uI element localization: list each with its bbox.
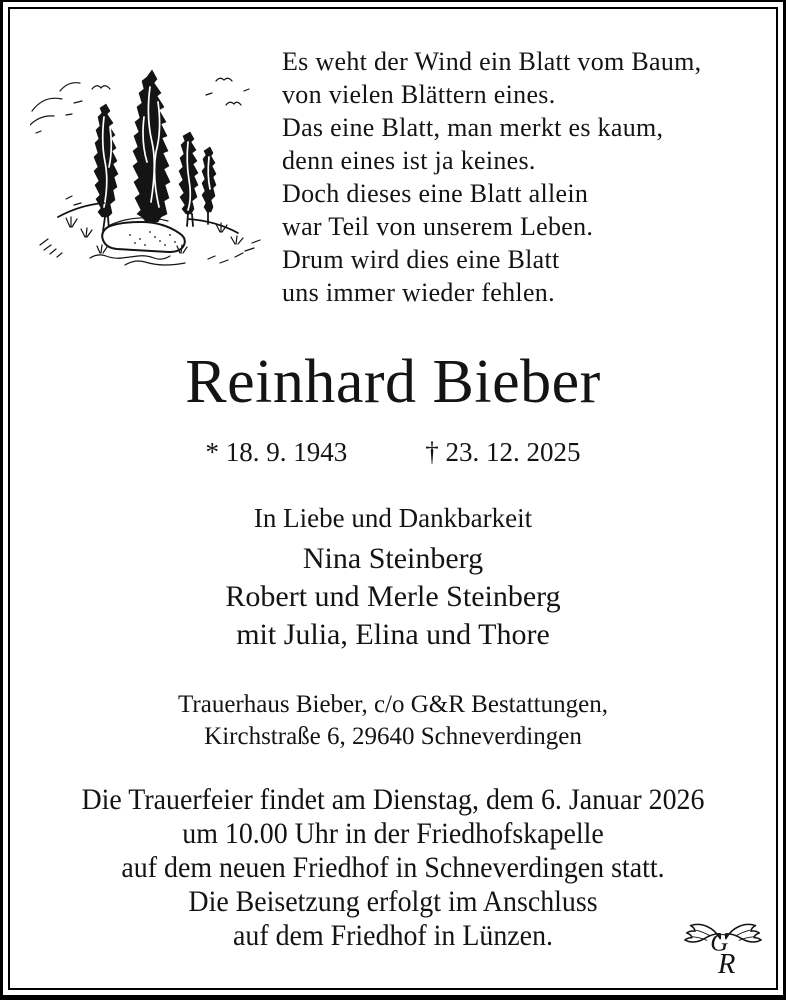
service-line: um 10.00 Uhr in der Friedhofskapelle: [182, 817, 604, 850]
mourner-line: mit Julia, Elina und Thore: [236, 618, 550, 651]
rock-icon: [102, 222, 185, 252]
mound-line-icon: [58, 203, 104, 217]
mourner-line: Nina Steinberg: [302, 542, 484, 575]
funeral-home-address: [10, 689, 776, 753]
tribute-line: In Liebe und Dankbarkeit: [253, 503, 533, 533]
cloud-line-icon: [32, 98, 62, 111]
death-date: † 23. 12. 2025: [425, 437, 581, 467]
monogram-letter-r: R: [717, 947, 736, 980]
bird-icon: [226, 102, 241, 105]
winged-monogram-logo: [684, 912, 762, 980]
bird-icon: [216, 78, 232, 81]
funeral-home-line: Kirchstraße 6, 29640 Schneverdingen: [204, 723, 582, 750]
poem-line: Es weht der Wind ein Blatt vom Baum,: [282, 47, 702, 76]
service-line: auf dem Friedhof in Lünzen.: [233, 919, 553, 952]
poem-line: von vielen Blättern eines.: [282, 80, 556, 109]
cypress-trees-illustration-icon: [30, 67, 265, 282]
poem-line: Doch dieses eine Blatt allein: [282, 179, 589, 208]
deceased-name: Reinhard Bieber: [185, 348, 601, 416]
right-wing-icon: [726, 924, 761, 942]
service-line: Die Beisetzung erfolgt im Anschluss: [188, 885, 598, 918]
memorial-poem: [282, 45, 701, 309]
poem-line: war Teil von unserem Leben.: [282, 212, 594, 241]
poem-line: Drum wird dies eine Blatt: [282, 245, 560, 274]
funeral-home-line: Trauerhaus Bieber, c/o G&R Bestattungen,: [178, 691, 608, 718]
service-information: [37, 783, 749, 953]
service-line: Die Trauerfeier findet am Dienstag, dem 6. Januar 2026: [81, 783, 705, 816]
bird-icon: [92, 86, 110, 89]
monogram-letter-g: G: [710, 929, 729, 957]
poem-line: Das eine Blatt, man merkt es kaum,: [282, 113, 664, 142]
mourner-line: Robert und Merle Steinberg: [225, 580, 561, 613]
poem-line: uns immer wieder fehlen.: [282, 278, 555, 307]
mourners-list: [10, 540, 776, 654]
life-dates: [10, 437, 776, 468]
poem-line: denn eines ist ja keines.: [282, 146, 536, 175]
birth-date: * 18. 9. 1943: [205, 437, 348, 467]
service-line: auf dem neuen Friedhof in Schneverdingen statt.: [121, 851, 665, 884]
obituary-card: [8, 7, 778, 990]
